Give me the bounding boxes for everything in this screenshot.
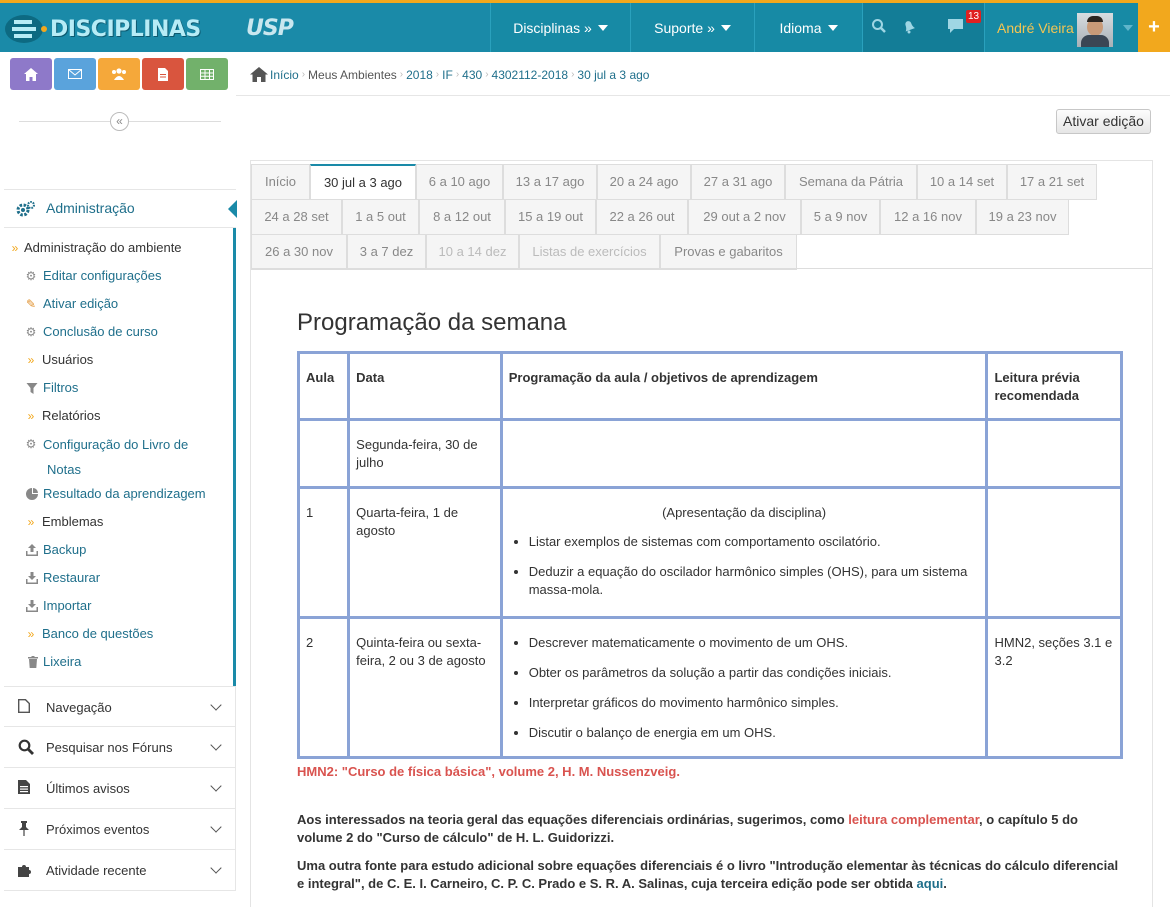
breadcrumb-inicio[interactable]: Início xyxy=(270,67,299,82)
tree-item-usuarios[interactable] xyxy=(4,346,233,374)
search-icon[interactable] xyxy=(871,18,887,34)
cell-data: Segunda-feira, 30 de julho xyxy=(349,420,502,488)
sidebar xyxy=(4,52,236,907)
tree-item-importar[interactable] xyxy=(4,592,233,620)
tree-item-label: Banco de questões xyxy=(42,626,154,641)
paragraph-leitura-complementar xyxy=(297,811,1127,847)
tree-item-backup[interactable] xyxy=(4,536,233,564)
sidebar-collapse-area xyxy=(4,90,236,190)
pie-chart-icon xyxy=(25,488,39,500)
cell-leitura xyxy=(987,488,1122,618)
aqui-link[interactable]: aqui xyxy=(916,876,944,891)
block-label: Navegação xyxy=(46,700,112,715)
ativar-edicao-button[interactable]: Ativar edição xyxy=(1056,109,1151,134)
logo-text: DISCIPLINAS xyxy=(50,16,201,42)
lesson-intro: (Apresentação da disciplina) xyxy=(662,505,827,520)
tab-15-19-out[interactable]: 15 a 19 out xyxy=(505,199,596,235)
envelope-icon xyxy=(68,69,82,79)
tabs-divider xyxy=(251,268,1152,269)
table-icon xyxy=(200,69,214,80)
quick-links xyxy=(4,52,236,90)
breadcrumb-if[interactable]: IF xyxy=(442,67,453,82)
tree-item-label: Usuários xyxy=(42,352,94,367)
breadcrumb-course[interactable]: 4302112-2018 xyxy=(491,67,569,82)
tree-item-label: Lixeira xyxy=(43,654,82,669)
tree-item-lixeira[interactable] xyxy=(4,648,233,676)
caret-down-icon xyxy=(828,25,838,31)
tree-item-label: Restaurar xyxy=(43,570,101,585)
breadcrumb-430[interactable]: 430 xyxy=(462,67,483,82)
block-navegacao[interactable] xyxy=(4,686,236,727)
block-label: Atividade recente xyxy=(46,863,147,878)
home-quick-button[interactable] xyxy=(10,58,52,90)
tree-item-label: Configuração do Livro de Notas xyxy=(43,437,189,477)
bell-icon[interactable] xyxy=(901,18,917,34)
tab-inicio[interactable]: Início xyxy=(251,164,310,200)
add-button[interactable]: + xyxy=(1138,3,1170,52)
collapse-sidebar-icon[interactable]: « xyxy=(110,112,129,131)
cell-programacao xyxy=(501,488,987,618)
pencil-icon: ✎ xyxy=(25,297,37,311)
list-item: • Obter os parâmetros da solução a partir das condições iniciais. xyxy=(529,664,980,682)
menu-disciplinas-label: Disciplinas » xyxy=(513,19,592,36)
chevron-down-icon xyxy=(210,821,221,832)
paragraph-fonte-adicional xyxy=(297,857,1127,893)
chevron-right-icon: » xyxy=(27,515,35,529)
main-content xyxy=(250,160,1153,907)
breadcrumb-meus-ambientes: Meus Ambientes xyxy=(308,67,397,82)
paragraph-text: Uma outra fonte para estudo adicional sobre equações diferenciais é o livro "Introdução elementar às técnicas do cálculo diferencial e integral", de C. E. I. Carneiro, C. P. C. Prado e S. R. A. Salinas, cuja terceira edição pode ser obtida xyxy=(297,858,1119,891)
tab-provas-gabaritos[interactable]: Provas e gabaritos xyxy=(660,234,797,270)
tab-17-21-set[interactable]: 17 a 21 set xyxy=(1007,164,1097,200)
tab-30-jul-3-ago[interactable]: 30 jul a 3 ago xyxy=(310,164,416,201)
home-icon[interactable] xyxy=(250,67,268,82)
tab-29-out-2-nov[interactable]: 29 out a 2 nov xyxy=(688,199,801,235)
menu-idioma-label: Idioma xyxy=(779,19,822,36)
tree-item-label: Backup xyxy=(43,542,87,557)
table-header-row xyxy=(299,353,1122,420)
tab-8-12-out[interactable]: 8 a 12 out xyxy=(419,199,505,235)
block-ultimos-avisos[interactable] xyxy=(4,768,236,809)
menu-suporte[interactable] xyxy=(630,3,754,52)
tree-item-label: Relatórios xyxy=(42,408,101,423)
list-item: • Deduzir a equação do oscilador harmônico simples (OHS), para um sistema massa-mola. xyxy=(529,563,980,599)
chevron-down-icon xyxy=(210,780,221,791)
tree-item-label: Resultado da aprendizagem xyxy=(43,486,206,501)
gears-icon xyxy=(16,201,36,217)
gear-icon: ⚙ xyxy=(25,269,37,283)
caret-down-icon xyxy=(721,25,731,31)
tab-6-10-ago[interactable]: 6 a 10 ago xyxy=(416,164,503,200)
cell-leitura xyxy=(987,420,1122,488)
users-icon xyxy=(111,68,127,80)
header-icons xyxy=(862,3,984,52)
reference-note: HMN2: "Curso de física básica", volume 2, H. M. Nussenzveig. xyxy=(297,764,680,779)
top-navbar xyxy=(0,0,1170,52)
breadcrumb-bar xyxy=(236,52,1170,96)
chevron-down-icon xyxy=(210,862,221,873)
list-item: • Discutir o balanço de energia em um OHS. xyxy=(529,724,980,742)
download-icon xyxy=(25,572,39,584)
tree-item-label: Ativar edição xyxy=(43,296,119,311)
tab-10-14-set[interactable]: 10 a 14 set xyxy=(917,164,1007,200)
admin-block-header[interactable] xyxy=(4,190,236,228)
cell-aula xyxy=(299,420,349,488)
list-item: • Listar exemplos de sistemas com comportamento oscilatório. xyxy=(529,533,980,551)
usp-logo[interactable]: USP xyxy=(246,16,293,41)
avatar xyxy=(1077,13,1113,47)
block-proximos-eventos[interactable] xyxy=(4,809,236,850)
block-label: Pesquisar nos Fóruns xyxy=(46,740,173,755)
chevron-right-icon: » xyxy=(27,627,35,641)
tab-26-30-nov[interactable]: 26 a 30 nov xyxy=(251,234,347,270)
document-icon xyxy=(18,780,30,794)
cell-aula: 2 xyxy=(299,618,349,758)
tree-item-ativar-edicao[interactable] xyxy=(4,290,233,318)
active-indicator xyxy=(228,200,237,218)
list-item: • Interpretar gráficos do movimento harmônico simples. xyxy=(529,694,980,712)
tab-12-16-nov[interactable]: 12 a 16 nov xyxy=(880,199,976,235)
tab-listas-exercicios[interactable]: Listas de exercícios xyxy=(519,234,660,270)
table-row xyxy=(299,420,1122,488)
schedule-table xyxy=(297,351,1123,759)
file-icon xyxy=(18,699,30,713)
col-programacao: Programação da aula / objetivos de aprendizagem xyxy=(501,353,987,420)
tree-item-label: Filtros xyxy=(43,380,79,395)
filter-icon xyxy=(25,383,39,394)
objectives-list xyxy=(529,634,980,742)
chevron-right-icon: » xyxy=(27,353,35,367)
tab-10-14-dez[interactable]: 10 a 14 dez xyxy=(426,234,519,270)
paragraph-text: Aos interessados na teoria geral das equações diferenciais ordinárias, sugerimos, como xyxy=(297,812,849,827)
menu-idioma[interactable] xyxy=(754,3,862,52)
cell-data: Quarta-feira, 1 de agosto xyxy=(349,488,502,618)
chevron-down-icon xyxy=(210,739,221,750)
tab-27-31-ago[interactable]: 27 a 31 ago xyxy=(691,164,785,200)
tab-24-28-set[interactable]: 24 a 28 set xyxy=(251,199,342,235)
menu-suporte-label: Suporte » xyxy=(654,19,715,36)
chevron-right-icon: » xyxy=(27,409,35,423)
table-row xyxy=(299,618,1122,758)
messages-quick-button[interactable] xyxy=(54,58,96,90)
tree-item-admin-ambiente[interactable] xyxy=(4,234,233,262)
cell-leitura: HMN2, seções 3.1 e 3.2 xyxy=(987,618,1122,758)
chevron-right-icon: » xyxy=(11,241,19,255)
objectives-list xyxy=(529,533,980,599)
file-icon xyxy=(158,68,168,81)
download-icon xyxy=(25,600,39,612)
tree-item-label: Conclusão de curso xyxy=(43,324,158,339)
tree-item-conclusao-curso[interactable] xyxy=(4,318,233,346)
tree-item-emblemas[interactable] xyxy=(4,508,233,536)
chevron-down-icon xyxy=(210,699,221,710)
tree-item-label: Editar configurações xyxy=(43,268,162,283)
tree-item-relatorios[interactable] xyxy=(4,402,233,430)
cell-programacao xyxy=(501,420,987,488)
caret-down-icon xyxy=(598,25,608,31)
tab-13-17-ago[interactable]: 13 a 17 ago xyxy=(503,164,597,200)
breadcrumb-week[interactable]: 30 jul a 3 ago xyxy=(577,67,650,82)
tree-item-label: Emblemas xyxy=(42,514,104,529)
disciplinas-logo[interactable] xyxy=(4,10,219,48)
block-atividade-recente[interactable] xyxy=(4,850,236,891)
block-pesquisar-foruns[interactable] xyxy=(4,727,236,768)
user-name: André Vieira xyxy=(997,20,1074,36)
caret-down-icon xyxy=(1123,25,1133,31)
tab-20-24-ago[interactable]: 20 a 24 ago xyxy=(597,164,691,200)
logo-e-icon xyxy=(4,12,48,46)
col-data: Data xyxy=(349,353,502,420)
col-aula: Aula xyxy=(299,353,349,420)
files-quick-button[interactable] xyxy=(142,58,184,90)
grades-quick-button[interactable] xyxy=(186,58,228,90)
search-icon xyxy=(18,739,34,755)
block-label: Próximos eventos xyxy=(46,822,150,837)
participants-quick-button[interactable] xyxy=(98,58,140,90)
paragraph-text: . xyxy=(943,876,947,891)
trash-icon xyxy=(26,656,40,668)
pin-icon xyxy=(18,821,30,836)
page-title: Programação da semana xyxy=(297,309,567,336)
tree-item-config-livro-notas[interactable] xyxy=(4,430,233,480)
cell-aula: 1 xyxy=(299,488,349,618)
menu-disciplinas[interactable] xyxy=(490,3,630,52)
tab-5-9-nov[interactable]: 5 a 9 nov xyxy=(801,199,880,235)
admin-block-title: Administração xyxy=(46,200,135,216)
tab-22-26-out[interactable]: 22 a 26 out xyxy=(596,199,688,235)
col-leitura: Leitura prévia recomendada xyxy=(987,353,1122,420)
tree-item-label: Administração do ambiente xyxy=(24,240,182,255)
tree-item-editar-configuracoes[interactable] xyxy=(4,262,233,290)
leitura-complementar-link[interactable]: leitura complementar xyxy=(848,812,980,827)
table-row xyxy=(299,488,1122,618)
tree-item-banco-questoes[interactable] xyxy=(4,620,233,648)
cell-programacao xyxy=(501,618,987,758)
tree-item-label: Importar xyxy=(43,598,92,613)
puzzle-icon xyxy=(18,862,34,877)
tab-semana-patria[interactable]: Semana da Pátria xyxy=(785,164,917,200)
notification-badge: 13 xyxy=(968,11,980,22)
block-label: Últimos avisos xyxy=(46,781,130,796)
list-item: • Descrever matematicamente o movimento de um OHS. xyxy=(529,634,980,652)
tab-3-7-dez[interactable]: 3 a 7 dez xyxy=(347,234,426,270)
gear-icon: ⚙ xyxy=(25,437,37,451)
tree-item-resultado-aprendizagem[interactable] xyxy=(4,480,233,508)
week-content xyxy=(297,309,1127,891)
tree-item-filtros[interactable] xyxy=(4,374,233,402)
breadcrumb: Início › Meus Ambientes › 2018 › IF › 430 › 4302112-2018 › 30 jul a 3 ago xyxy=(250,67,649,82)
chat-icon[interactable] xyxy=(947,18,965,34)
gear-icon: ⚙ xyxy=(25,325,37,339)
tab-1-5-out[interactable]: 1 a 5 out xyxy=(342,199,419,235)
cell-data: Quinta-feira ou sexta-feira, 2 ou 3 de agosto xyxy=(349,618,502,758)
tree-item-restaurar[interactable] xyxy=(4,564,233,592)
user-menu[interactable] xyxy=(984,3,1138,52)
admin-tree xyxy=(4,228,236,686)
home-icon xyxy=(24,68,38,81)
paragraph-text: , o capítulo 5 do volume 2 do "Curso de cálculo" de H. L. Guidorizzi. xyxy=(297,812,1078,845)
tab-19-23-nov[interactable]: 19 a 23 nov xyxy=(976,199,1069,235)
upload-icon xyxy=(25,544,39,556)
breadcrumb-2018[interactable]: 2018 xyxy=(406,67,433,82)
